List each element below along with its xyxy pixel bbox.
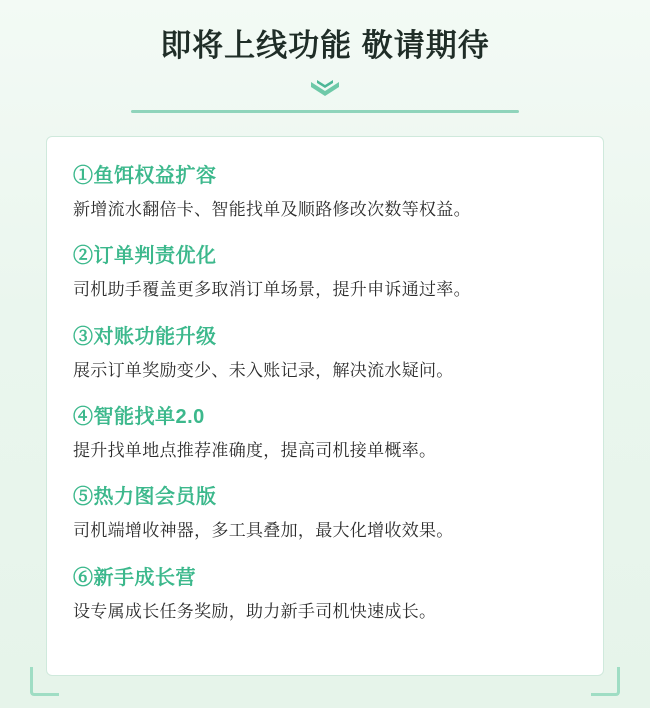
- feature-title: ⑤热力图会员版: [73, 486, 217, 509]
- feature-desc: 司机助手覆盖更多取消订单场景，提升申诉通过率。: [73, 280, 471, 300]
- title-divider: [131, 110, 519, 113]
- list-item: [73, 161, 577, 223]
- feature-desc: 提升找单地点推荐准确度，提高司机接单概率。: [73, 441, 437, 461]
- feature-desc: 设专属成长任务奖励，助力新手司机快速成长。: [73, 601, 437, 621]
- chevron-wrap: [0, 80, 650, 100]
- feature-title: ①鱼饵权益扩容: [73, 165, 217, 187]
- page-header: [0, 0, 650, 113]
- corner-bracket-icon: [591, 667, 620, 696]
- feature-desc: 新增流水翻倍卡、智能找单及顺路修改次数等权益。: [73, 200, 471, 219]
- feature-title: ②订单判责优化: [73, 245, 217, 268]
- list-item: [73, 322, 577, 384]
- list-item: [73, 482, 577, 544]
- list-item: [73, 241, 577, 303]
- feature-desc: 展示订单奖励变少、未入账记录，解决流水疑问。: [73, 360, 454, 380]
- page-title: 即将上线功能 敬请期待: [160, 28, 490, 63]
- feature-title: ⑥新手成长营: [73, 566, 196, 589]
- feature-desc: 司机端增收神器，多工具叠加，最大化增收效果。: [73, 521, 454, 541]
- feature-list-card: [46, 136, 604, 676]
- list-item: [73, 563, 577, 625]
- list-item: [73, 402, 577, 464]
- feature-title: ③对账功能升级: [73, 325, 217, 348]
- double-chevron-down-icon: [308, 80, 342, 100]
- corner-bracket-icon: [30, 667, 59, 696]
- feature-title: ④智能找单2.0: [73, 406, 205, 429]
